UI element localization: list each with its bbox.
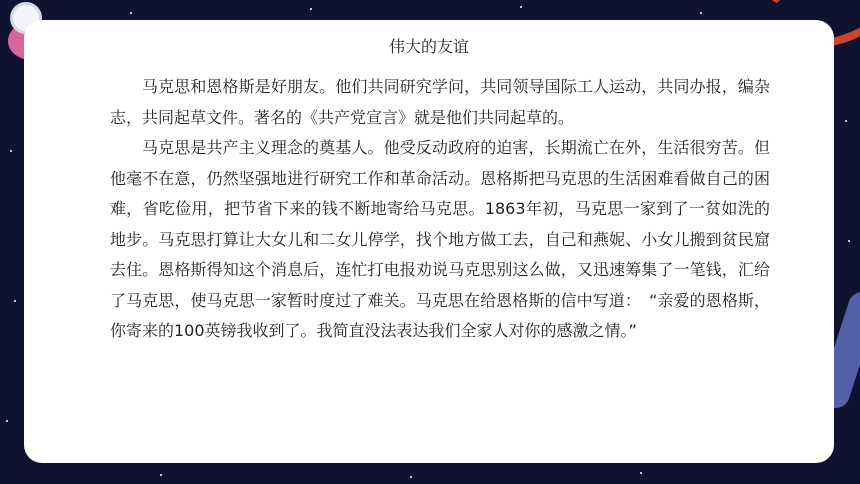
star — [848, 240, 850, 242]
star — [845, 120, 847, 122]
content-card — [24, 20, 834, 463]
star — [14, 300, 16, 302]
star — [6, 420, 8, 422]
star — [130, 12, 132, 14]
article-body — [110, 72, 770, 347]
star — [10, 150, 12, 152]
star — [160, 474, 162, 476]
page-title: 伟大的友谊 — [388, 37, 469, 56]
paragraph: 马克思是共产主义理念的奠基人。他受反动政府的迫害，长期流亡在外，生活很穷苦。但他毫不在意，仍然坚强地进行研究工作和革命活动。恩格斯把马克思的生活困难看做自己的困难，省吃俭用，把节省下来的钱不断地寄给马克思。1863年初，马克思一家到了一贫如洗的地步。马克思打算让大女儿和二女儿停学，找个地方做工去，自己和燕妮、小女儿搬到贫民窟去住。恩格斯得知这个消息后，连忙打电报劝说马克思别这么做，又迅速筹集了一笔钱，汇给了马克思，使马克思一家暂时度过了难关。马克思在给恩格斯的信中写道： “亲爱的恩格斯，你寄来的100英镑我收到了。我简直没法表达我们全家人对你的感激之情。” — [110, 138, 770, 340]
star — [520, 6, 522, 8]
star — [700, 12, 702, 14]
star — [410, 476, 412, 478]
star — [310, 8, 312, 10]
star — [640, 472, 642, 474]
paragraph: 马克思和恩格斯是好朋友。他们共同研究学问，共同领导国际工人运动，共同办报，编杂志，共同起草文件。著名的《共产党宣言》就是他们共同起草的。 — [110, 77, 770, 127]
